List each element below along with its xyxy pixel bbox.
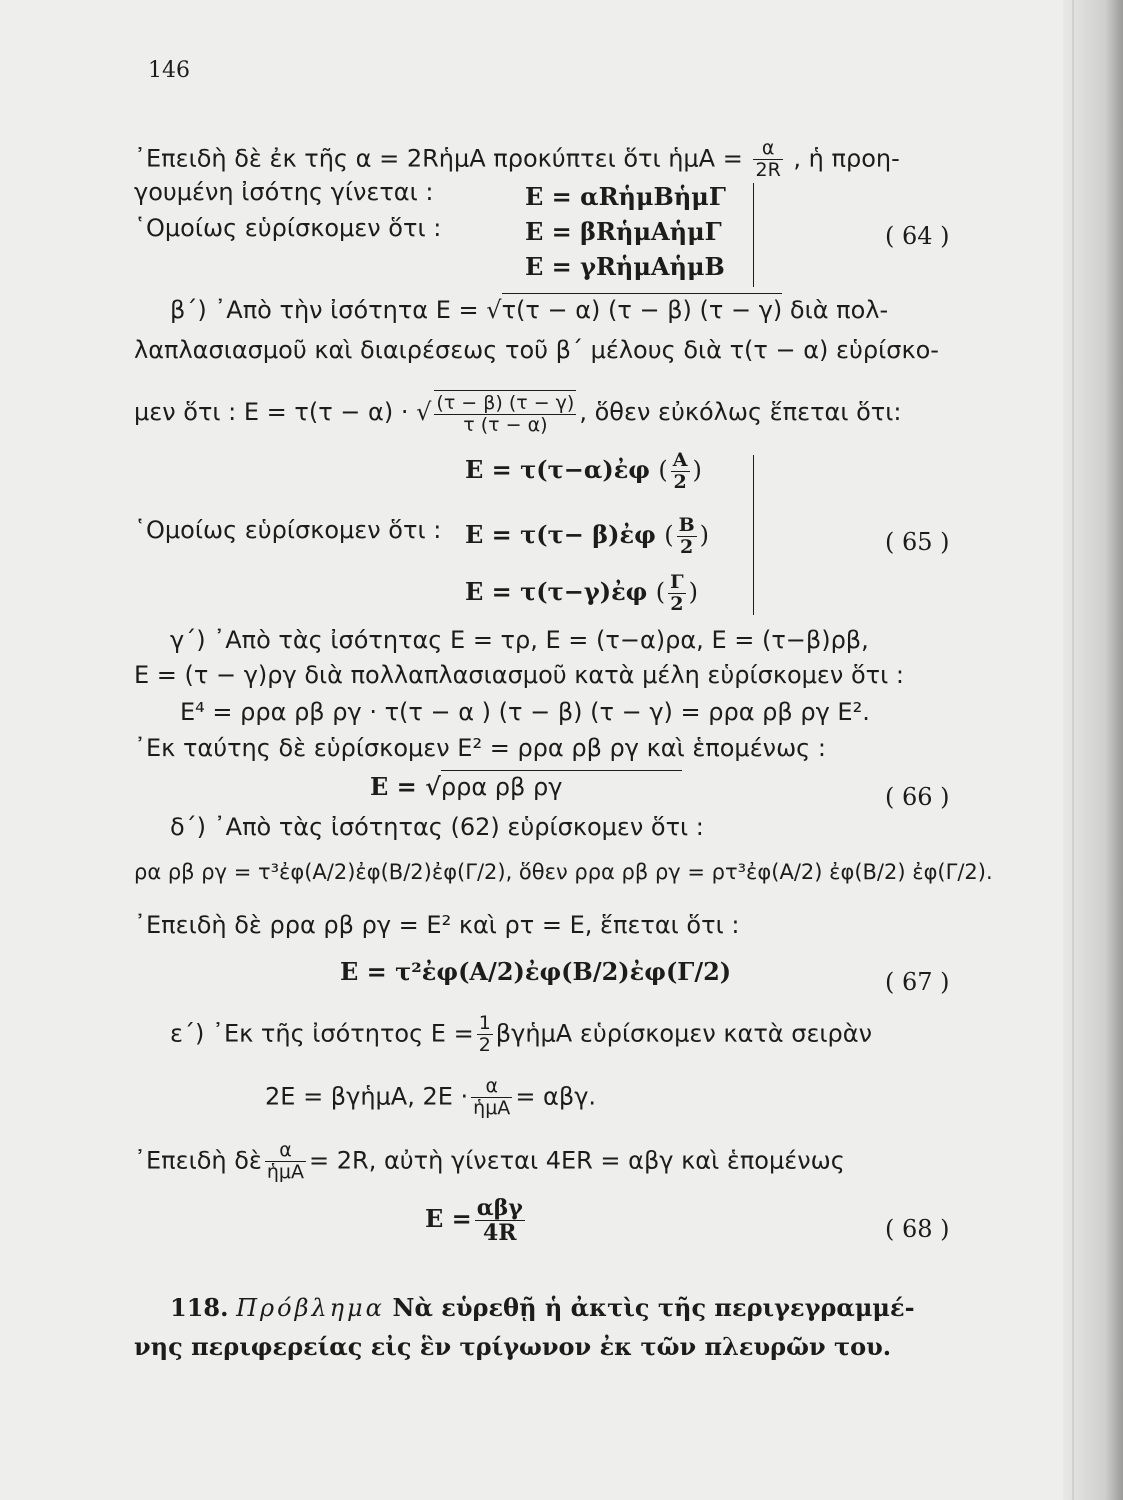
fraction-numerator: Α: [672, 449, 688, 471]
text-line-1-a: ᾿Επειδὴ δὲ ἐκ τῆς α = 2RἡμΑ προκύπτει ὅτι ἡμΑ =: [134, 144, 743, 173]
text-epsilon-1: [170, 1013, 872, 1056]
fraction-1-2: [477, 1013, 493, 1056]
fraction-alpha-hmA: [471, 1076, 512, 1119]
fraction-numerator: α: [753, 138, 782, 160]
equation-67: Ε = τ²ἐφ(Α/2)ἐφ(Β/2)ἐφ(Γ/2): [340, 957, 732, 986]
text-delta-2: ρα ρβ ργ = τ³ἐφ(Α/2)ἐφ(Β/2)ἐφ(Γ/2), ὅθεν ρρα ρβ ργ = ρτ³ἐφ(Α/2) ἐφ(Β/2) ἐφ(Γ/2).: [134, 860, 993, 884]
text-gamma-3: Ε⁴ = ρρα ρβ ργ · τ(τ − α ) (τ − β) (τ − γ) = ρρα ρβ ργ Ε².: [180, 698, 870, 726]
equation-65-a: Ε = τ(τ−α)ἐφ ( $\frac{A}{2}$ ): [465, 449, 702, 493]
sqrt-fraction: [434, 390, 576, 436]
text-delta-1: δ΄) ᾿Απὸ τὰς ἰσότητας (62) εὑρίσκομεν ὅτι :: [170, 813, 704, 841]
text-beta-3-b: , ὅθεν εὐκόλως ἕπεται ὅτι:: [579, 397, 902, 426]
text-beta-1-a: β΄) ᾿Απὸ τὴν ἰσότητα Ε = √: [170, 296, 502, 324]
equation-66-lhs: Ε = √: [370, 772, 441, 801]
fraction-G-2: [668, 572, 686, 615]
sqrt-expression: τ(τ − α) (τ − β) (τ − γ): [502, 293, 783, 324]
page-number: 146: [148, 58, 190, 83]
sqrt-expression: ρρα ρβ ργ: [441, 770, 683, 801]
equation-65-b: Ε = τ(τ− β)ἐφ ( $\frac{B}{2}$ ): [465, 514, 709, 558]
fraction-alpha-2R: [753, 138, 782, 181]
text-65-label: ῾Ομοίως εὑρίσκομεν ὅτι :: [134, 516, 442, 544]
equation-68-lhs: Ε =: [425, 1204, 472, 1234]
equation-64-a: Ε = αRἡμΒἡμΓ: [525, 182, 726, 211]
equation-68: [425, 1196, 528, 1245]
fraction-A-2: [671, 450, 690, 493]
text-line-3: ῾Ομοίως εὑρίσκομεν ὅτι :: [134, 214, 442, 242]
fraction-numerator: αβγ: [476, 1195, 523, 1221]
text-beta-3: [134, 390, 901, 436]
text-epsilon-3-a: ᾿Επειδὴ δὲ: [134, 1146, 262, 1175]
equation-65-c: Ε = τ(τ−γ)ἐφ ( $\frac{\Gamma}{2}$ ): [465, 571, 698, 615]
fraction-denominator: ἡμΑ: [473, 1096, 511, 1119]
equation-65-b-text: Ε = τ(τ− β)ἐφ: [465, 519, 656, 549]
fraction-B-2: [677, 515, 697, 558]
fraction-denominator: 4R: [483, 1220, 517, 1247]
fraction-alpha-hmA-2: [265, 1140, 306, 1183]
fraction-numerator: Β: [678, 514, 695, 536]
fraction-denominator: 2: [478, 1033, 491, 1056]
fraction-numerator: α: [265, 1140, 306, 1162]
text-epsilon-3-b: = 2R, αὐτὴ γίνεται 4ΕR = αβγ καὶ ἑπομένως: [309, 1146, 845, 1175]
text-beta-2: λαπλασιασμοῦ καὶ διαιρέσεως τοῦ β΄ μέλους διὰ τ(τ − α) εὑρίσκο-: [134, 336, 939, 364]
fraction-denominator: τ (τ − α): [463, 413, 548, 436]
equation-tag-67: ( 67 ): [885, 968, 950, 996]
text-epsilon-3: [134, 1140, 845, 1183]
problem-118-line-2: νης περιφερείας εἰς ἓν τρίγωνον ἐκ τῶν πλευρῶν του.: [134, 1332, 892, 1361]
text-gamma-2: Ε = (τ − γ)ργ διὰ πολλαπλασιασμοῦ κατὰ μέλη εὑρίσκομεν ὅτι :: [134, 661, 904, 689]
fraction-denominator: 2R: [755, 158, 781, 181]
problem-118-line-1: [170, 1293, 915, 1322]
equation-tag-68: ( 68 ): [885, 1215, 950, 1243]
equation-65-c-text: Ε = τ(τ−γ)ἐφ: [465, 576, 648, 606]
fraction-denominator: ἡμΑ: [266, 1160, 305, 1183]
text-epsilon-1-b: βγἡμΑ εὑρίσκομεν κατὰ σειρὰν: [495, 1019, 873, 1048]
text-epsilon-2: [265, 1076, 596, 1119]
equation-tag-66: ( 66 ): [885, 783, 950, 811]
text-line-2: γουμένη ἰσότης γίνεται :: [134, 178, 434, 206]
problem-text-1: Νὰ εὑρεθῇ ἡ ἀκτὶς τῆς περιγεγραμμέ-: [392, 1293, 915, 1322]
text-epsilon-1-a: ε΄) ᾿Εκ τῆς ἰσότητος Ε =: [170, 1019, 474, 1048]
equation-tag-64: ( 64 ): [885, 222, 950, 250]
text-beta-1-b: διὰ πολ-: [789, 296, 889, 324]
brace-64: [745, 183, 754, 287]
problem-number: 118.: [170, 1293, 229, 1322]
fraction-denominator: 2: [673, 470, 687, 493]
equation-65-a-text: Ε = τ(τ−α)ἐφ: [465, 454, 651, 484]
fraction-numerator: α: [471, 1076, 512, 1098]
text-epsilon-2-a: 2Ε = βγἡμΑ, 2Ε ·: [265, 1082, 469, 1111]
fraction-abg-4R: [475, 1196, 525, 1245]
brace-65: [745, 455, 754, 615]
equation-tag-65: ( 65 ): [885, 528, 950, 556]
text-delta-3: ᾿Επειδὴ δὲ ρρα ρβ ργ = Ε² καὶ ρτ = Ε, ἕπεται ὅτι :: [134, 911, 740, 939]
fraction-numerator: 1: [478, 1012, 491, 1034]
fraction-denominator: 2: [679, 535, 694, 558]
equation-66: [370, 772, 682, 801]
text-gamma-1: γ΄) ᾿Απὸ τὰς ἰσότητας Ε = τρ, Ε = (τ−α)ρα, Ε = (τ−β)ρβ,: [170, 626, 869, 654]
text-line-1-b: , ἡ προη-: [793, 144, 900, 173]
fraction-numerator: (τ − β) (τ − γ): [436, 392, 575, 414]
text-line-1: [134, 138, 900, 181]
page-fold-line: [1072, 0, 1074, 1500]
text-beta-1: [170, 298, 888, 322]
text-epsilon-2-b: = αβγ.: [515, 1082, 597, 1111]
fraction-denominator: 2: [670, 592, 684, 615]
equation-64-c: Ε = γRἡμΑἡμΒ: [525, 252, 725, 281]
fraction-numerator: Γ: [670, 571, 684, 593]
equation-64-b: Ε = βRἡμΑἡμΓ: [525, 217, 722, 246]
text-beta-3-a: μεν ὅτι : Ε = τ(τ − α) · √: [134, 397, 432, 426]
problem-title: Πρόβλημα: [236, 1294, 385, 1322]
text-gamma-4: ᾿Εκ ταύτης δὲ εὑρίσκομεν Ε² = ρρα ρβ ργ καὶ ἑπομένως :: [134, 734, 826, 762]
